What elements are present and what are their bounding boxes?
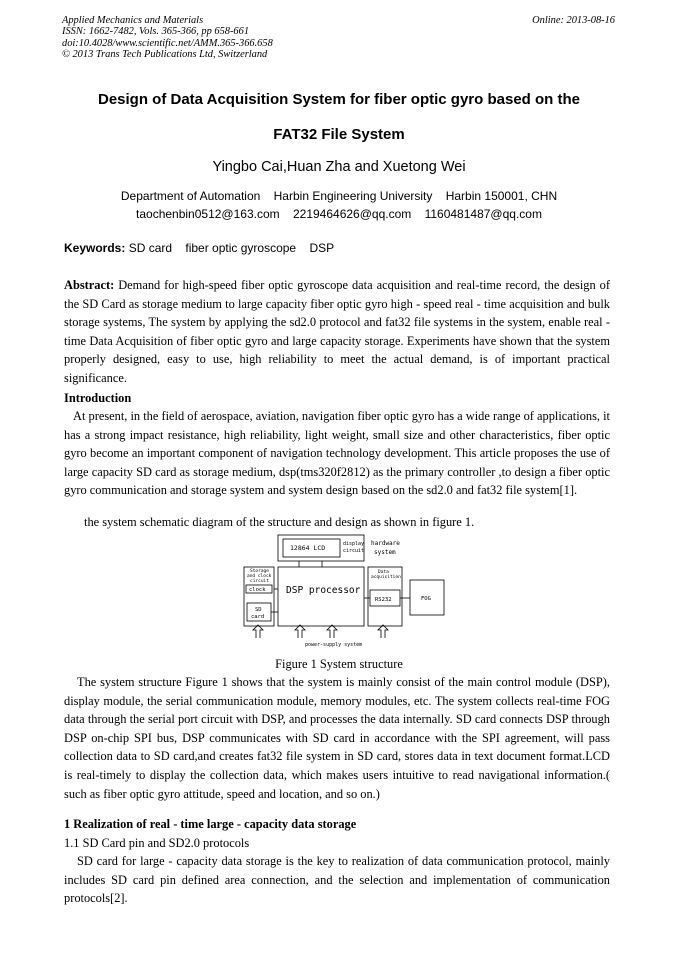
- abstract-colon: :: [110, 278, 115, 292]
- subsection-1-1-heading: 1.1 SD Card pin and SD2.0 protocols: [64, 836, 250, 850]
- abstract-label: Abstract: [64, 278, 111, 292]
- display-circuit-label-1: display: [343, 541, 365, 547]
- data-comm-label-2: acquisition: [371, 575, 401, 580]
- sd-card-paragraph: SD card for large - capacity data storage is the key to realization of data communication protocol, mainly includes SD card pin defined area connection, and the selection and implementation of communication protocols[2].: [64, 854, 610, 906]
- authors: Yingbo Cai,Huan Zha and Xuetong Wei: [212, 159, 466, 175]
- lcd-label: 12864 LCD: [290, 544, 326, 552]
- online-date: Online: 2013-08-16: [532, 15, 615, 26]
- storage-label-1: Storage: [250, 569, 269, 574]
- power-arrow: [295, 625, 305, 638]
- copyright-line: © 2013 Trans Tech Publications Ltd, Switzerland: [62, 48, 268, 60]
- power-arrow: [253, 625, 263, 638]
- paper-title-line1: Design of Data Acquisition System for fiber optic gyro based on the: [97, 91, 580, 108]
- intro-heading: Introduction: [64, 391, 132, 405]
- keywords-label: Keywords:: [64, 241, 126, 255]
- sd-label-2: card: [251, 614, 265, 620]
- rs232-label: RS232: [375, 597, 392, 603]
- clock-label: clock: [249, 587, 266, 593]
- affiliation: Department of Automation Harbin Engineering University Harbin 150001, CHN: [120, 189, 558, 203]
- abstract-text: Demand for high-speed fiber optic gyroscope data acquisition and real-time record, the design of the SD Card as storage medium to large capacity fiber optic gyro high - speed real - time acquisition and bulk storage systems, The system by applying the sd2.0 protocol and fat32 file systems in the system, enable real - time Data Acquisition of fiber optic gyro and large capacity storage. Experiments have shown that the system properly designed, easy to use, high reliability to meet the actual demand, is of important practical significance.: [64, 278, 610, 385]
- storage-label-2: and clock: [247, 574, 272, 579]
- journal-name: Applied Mechanics and Materials: [62, 15, 204, 26]
- fog-label: FOG: [421, 596, 431, 602]
- hardware-label-1: hardware: [371, 540, 400, 547]
- intro-paragraph-2: the system schematic diagram of the structure and design as shown in figure 1.: [84, 515, 475, 529]
- power-label: power-supply system: [305, 642, 363, 648]
- section-1-heading: 1 Realization of real - time large - capacity data storage: [64, 817, 357, 831]
- dsp-label: DSP processor: [286, 585, 361, 596]
- data-comm-label-1: Data: [378, 570, 389, 575]
- dsp-box: [278, 567, 364, 626]
- figure-caption: Figure 1 System structure: [275, 657, 403, 671]
- intro-paragraph-1: At present, in the field of aerospace, aviation, navigation fiber optic gyro has a wide range of applications, it has a strong impact resistance, high reliability, light weight, small size and other characteristics, fiber optic gyro become an important component of navigation technology development. This article proposes the use of large capacity SD card as storage medium, dsp(tms320f2812) as the primary controller ,to design a fiber optic gyro communication and storage system and system design based on the sd2.0 and fat32 file system[1].: [64, 409, 610, 498]
- hardware-label-2: system: [374, 549, 396, 556]
- storage-label-3: circuit: [250, 579, 269, 584]
- doi-line: doi:10.4028/www.scientific.net/AMM.365-366.658: [62, 37, 273, 49]
- power-arrow: [378, 625, 388, 638]
- issn-line: ISSN: 1662-7482, Vols. 365-366, pp 658-661: [62, 26, 250, 38]
- keywords-text: SD card fiber optic gyroscope DSP: [125, 241, 335, 255]
- paper-title-line2: FAT32 File System: [273, 126, 405, 143]
- system-description-paragraph: The system structure Figure 1 shows that the system is mainly consist of the main control module (DSP), display module, the serial communication module, memory modules, etc. The system collects real-time FOG data through the serial port circuit with DSP, and processes the data internally. SD card connects DSP through DSP on-chip SPI bus, DSP communicates with SD card in accordance with the SPI agreement, will pass collection data to SD card,and creates fat32 file system in SD card, stores data in text document format.LCD is real-timely to display the collection data, which makes users intuitive to read navigational information.( such as fiber optic gyro attitude, speed and location, and so on.): [64, 675, 610, 801]
- emails: taochenbin0512@163.com 2219464626@qq.com 1160481487@qq.com: [136, 207, 542, 221]
- sd-label-1: SD: [255, 607, 262, 613]
- display-circuit-label-2: circuit: [343, 548, 365, 554]
- power-arrow: [327, 625, 337, 638]
